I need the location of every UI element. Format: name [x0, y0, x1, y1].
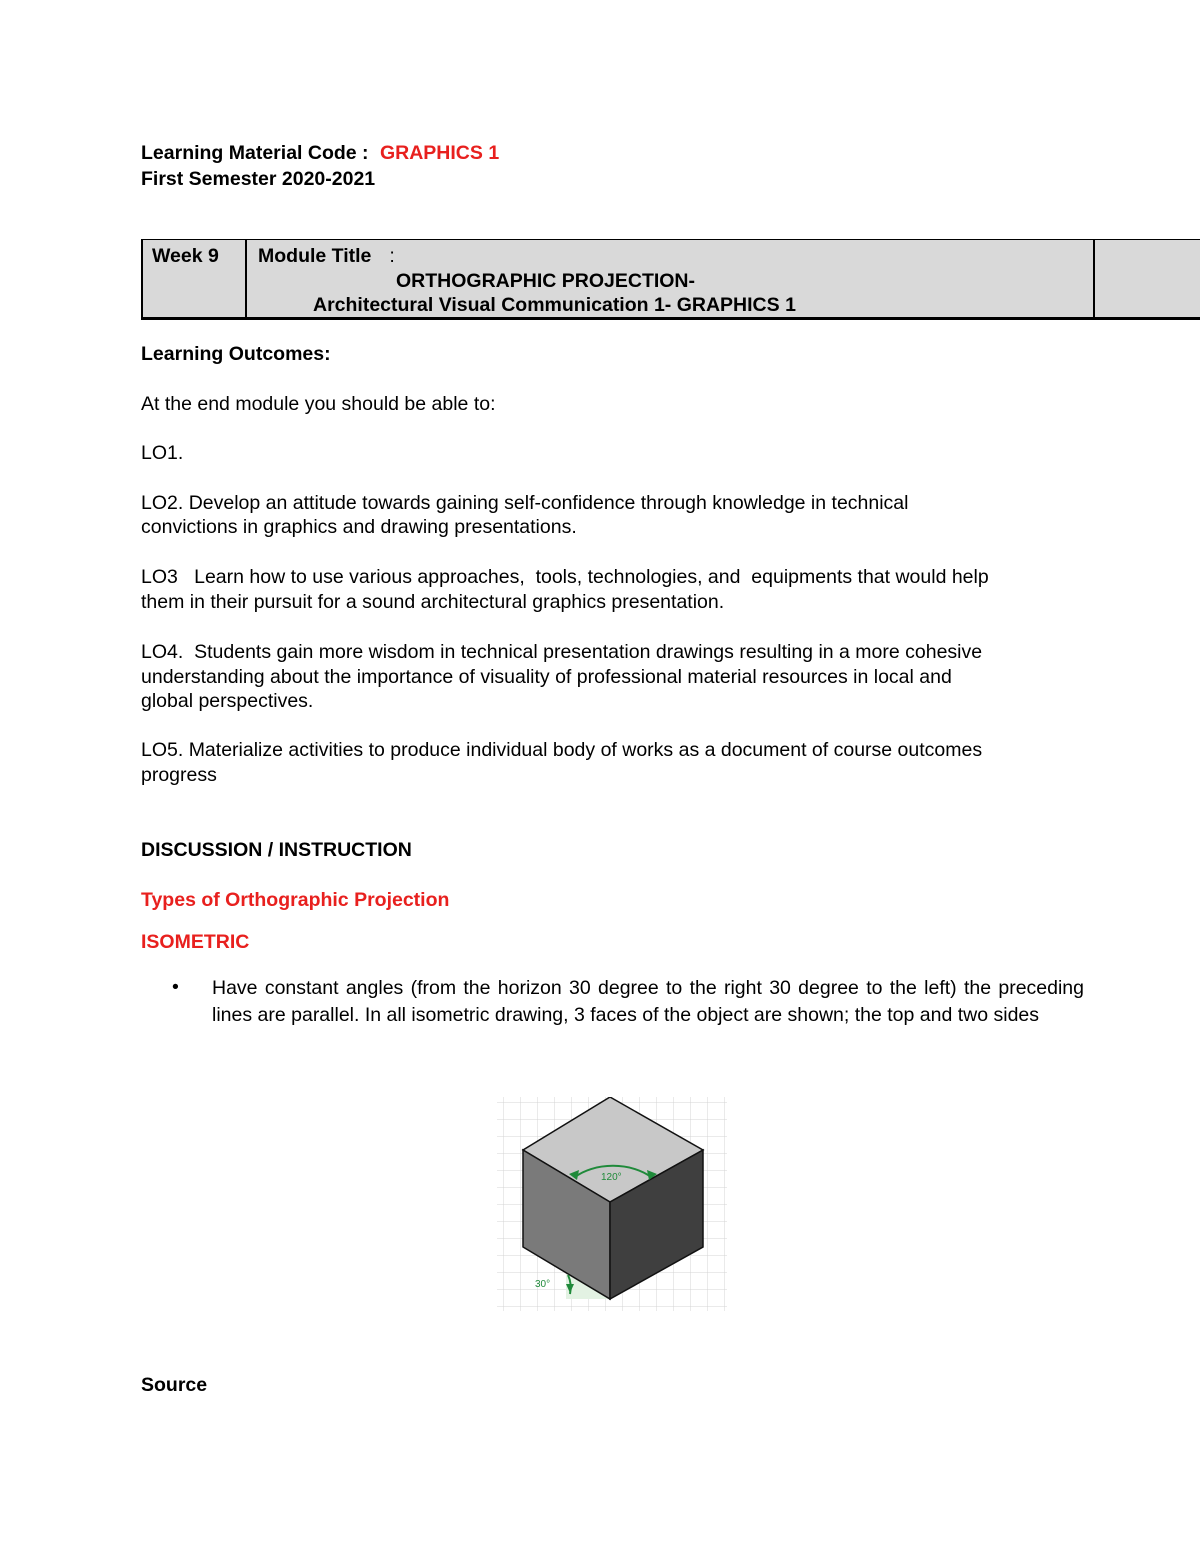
week-label: Week 9 — [152, 245, 219, 267]
outcomes-heading: Learning Outcomes: — [141, 343, 331, 365]
code-value: GRAPHICS 1 — [379, 142, 500, 164]
module-title-line1: ORTHOGRAPHIC PROJECTION- — [396, 270, 696, 292]
lo3-line1: LO3 Learn how to use various approaches, tools, technologies, and equipments that would help — [141, 566, 989, 588]
lo4-line3: global perspectives. — [141, 690, 314, 712]
code-label: Learning Material Code : — [141, 142, 369, 164]
lo5-line2: progress — [141, 764, 217, 786]
source-label: Source — [141, 1374, 208, 1396]
lo1: LO1. — [141, 442, 184, 464]
discussion-heading: DISCUSSION / INSTRUCTION — [141, 839, 412, 861]
types-heading: Types of Orthographic Projection — [141, 889, 450, 911]
module-title-line2: Architectural Visual Communication 1- GRAPHICS 1 — [313, 294, 796, 316]
lo2-line2: convictions in graphics and drawing presentations. — [141, 516, 577, 538]
angle-label-bottom: 30° — [535, 1279, 551, 1290]
table-border-left — [141, 240, 143, 317]
lo3-line2: them in their pursuit for a sound architectural graphics presentation. — [141, 591, 725, 613]
learning-material-code — [141, 141, 499, 166]
outcomes-intro: At the end module you should be able to: — [141, 393, 496, 415]
lo2-line1: LO2. Develop an attitude towards gaining self-confidence through knowledge in technical — [141, 492, 909, 514]
isometric-bullet-text: Have constant angles (from the horizon 30 degree to the right 30 degree to the left) the preceding lines are parallel. In all isometric drawing, 3 faces of the object are shown; the top and two sides — [212, 977, 1084, 1026]
angle-label-top: 120° — [601, 1172, 622, 1183]
lo5-line1: LO5. Materialize activities to produce individual body of works as a document of course outcomes — [141, 739, 983, 761]
table-divider-1 — [245, 240, 247, 317]
isometric-heading: ISOMETRIC — [141, 931, 250, 953]
semester: First Semester 2020-2021 — [141, 168, 376, 190]
isometric-cube-figure — [497, 1097, 727, 1311]
lo4-line1: LO4. Students gain more wisdom in technical presentation drawings resulting in a more cohesive — [141, 641, 983, 663]
lo4-line2: understanding about the importance of visuality of professional material resources in local and — [141, 666, 952, 688]
module-title-label: Module Title : — [258, 245, 395, 267]
module-table — [141, 239, 1200, 320]
bullet-icon: • — [172, 976, 179, 998]
table-divider-2 — [1093, 240, 1095, 317]
